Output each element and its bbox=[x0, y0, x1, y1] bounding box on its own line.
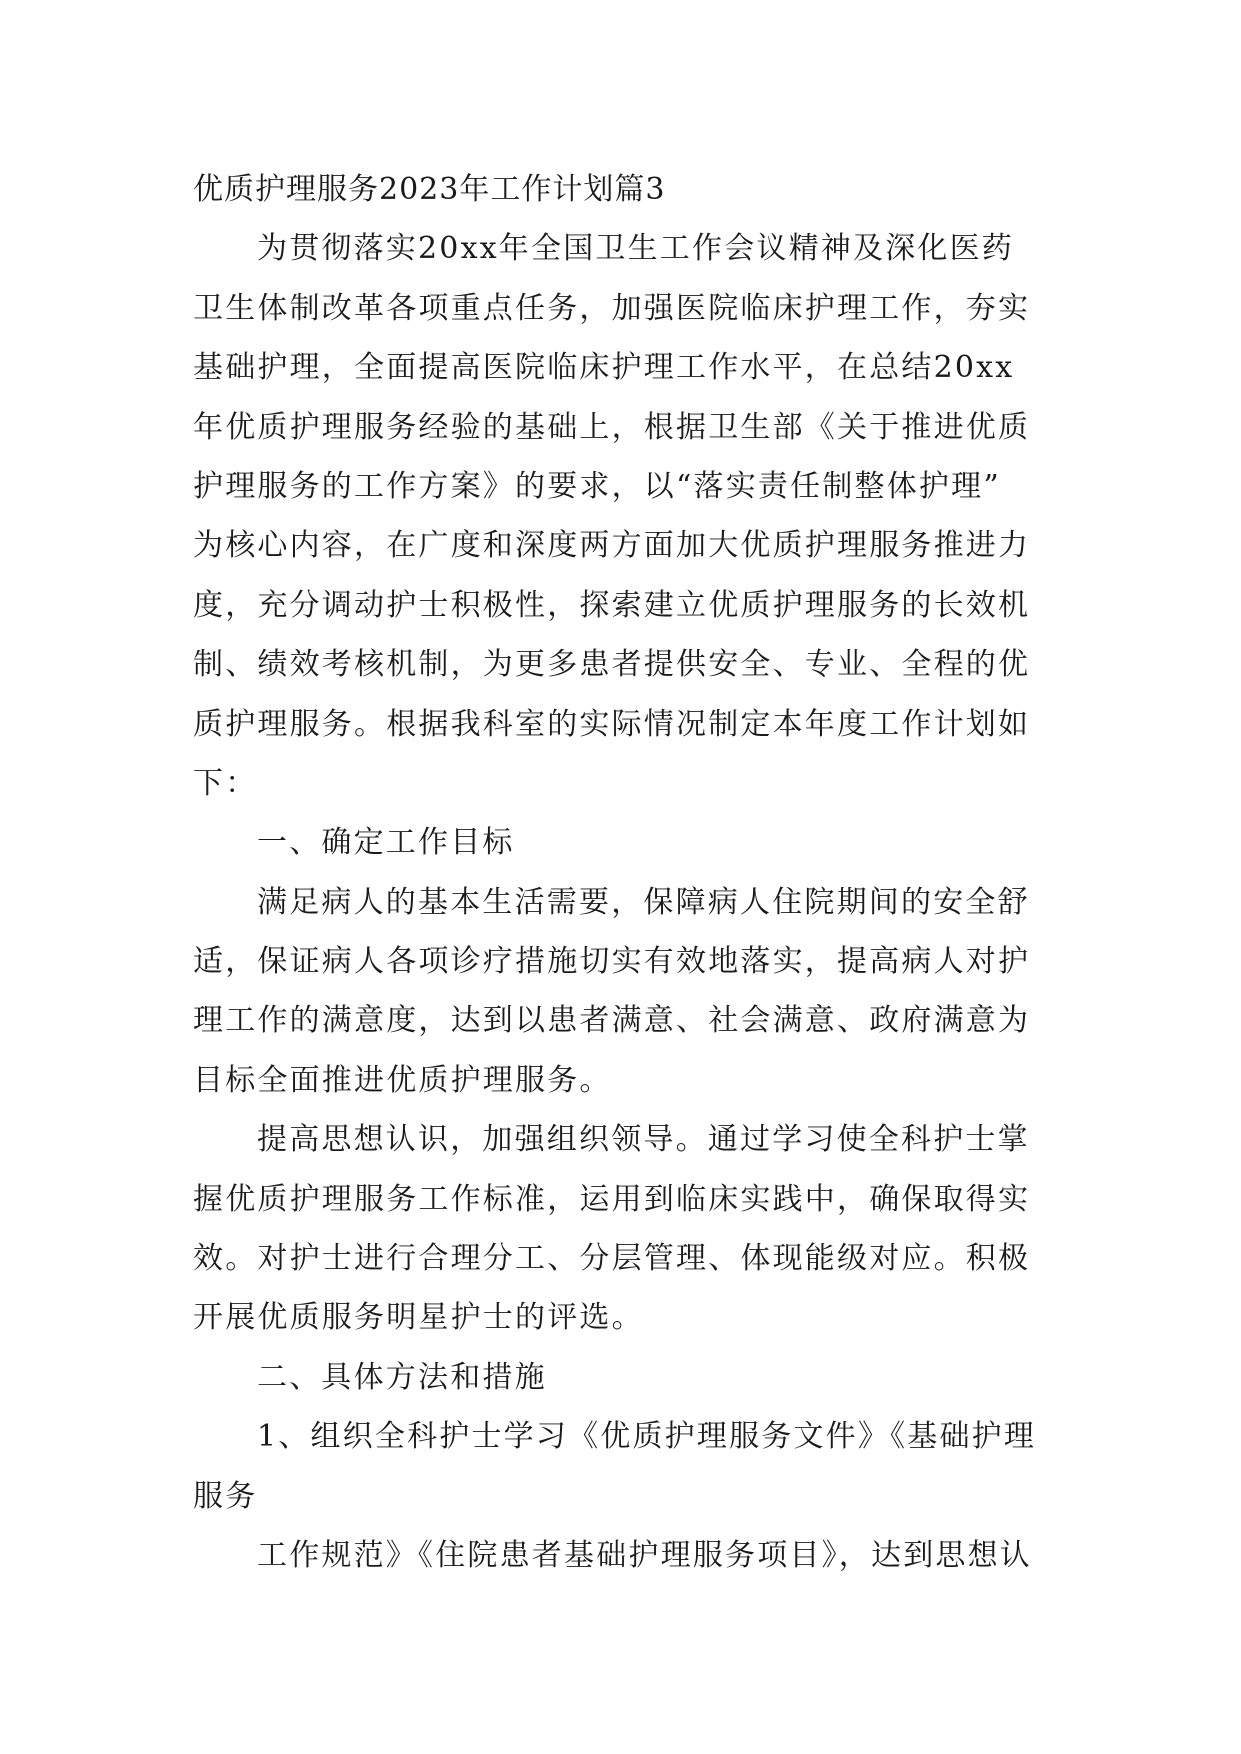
paragraph-line: 开展优质服务明星护士的评选。 bbox=[193, 1300, 644, 1336]
paragraph-line: 卫生体制改革各项重点任务，加强医院临床护理工作，夯实 bbox=[193, 290, 1031, 326]
paragraph-line: 制、绩效考核机制，为更多患者提供安全、专业、全程的优 bbox=[193, 647, 1031, 683]
paragraph-line: 工作规范》《住院患者基础护理服务项目》，达到思想认 bbox=[257, 1537, 1032, 1573]
paragraph-line: 二、具体方法和措施 bbox=[257, 1359, 547, 1395]
paragraph-line: 理工作的满意度，达到以患者满意、社会满意、政府满意为 bbox=[193, 1003, 1031, 1039]
paragraph-line: 目标全面推进优质护理服务。 bbox=[193, 1062, 612, 1098]
paragraph-line: 质护理服务。根据我科室的实际情况制定本年度工作计划如 bbox=[193, 706, 1031, 742]
paragraph-line: 服务 bbox=[193, 1478, 258, 1514]
paragraph-line: 握优质护理服务工作标准，运用到临床实践中，确保取得实 bbox=[193, 1181, 1031, 1217]
paragraph-line: 为贯彻落实20xx年全国卫生工作会议精神及深化医药 bbox=[257, 231, 1015, 267]
paragraph-line: 提高思想认识，加强组织领导。通过学习使全科护士掌 bbox=[257, 1122, 1030, 1158]
paragraph-line: 适，保证病人各项诊疗措施切实有效地落实，提高病人对护 bbox=[193, 944, 1031, 980]
paragraph-line: 年优质护理服务经验的基础上，根据卫生部《关于推进优质 bbox=[193, 409, 1031, 445]
paragraph-line: 满足病人的基本生活需要，保障病人住院期间的安全舒 bbox=[257, 884, 1030, 920]
paragraph-line: 效。对护士进行合理分工、分层管理、体现能级对应。积极 bbox=[193, 1241, 1031, 1277]
paragraph-line: 一、确定工作目标 bbox=[257, 825, 515, 861]
document-title: 优质护理服务2023年工作计划篇3 bbox=[193, 172, 666, 207]
document-body bbox=[193, 219, 1053, 1585]
paragraph-line: 1、组织全科护士学习《优质护理服务文件》《基础护理 bbox=[257, 1419, 1037, 1455]
document-page bbox=[193, 160, 1053, 1585]
paragraph-line: 护理服务的工作方案》的要求，以“落实责任制整体护理” bbox=[193, 468, 1001, 504]
paragraph-line: 基础护理，全面提高医院临床护理工作水平，在总结20xx bbox=[193, 350, 1015, 386]
paragraph-line: 下： bbox=[193, 765, 258, 801]
paragraph-line: 为核心内容，在广度和深度两方面加大优质护理服务推进力 bbox=[193, 528, 1031, 564]
paragraph-line: 度，充分调动护士积极性，探索建立优质护理服务的长效机 bbox=[193, 587, 1031, 623]
